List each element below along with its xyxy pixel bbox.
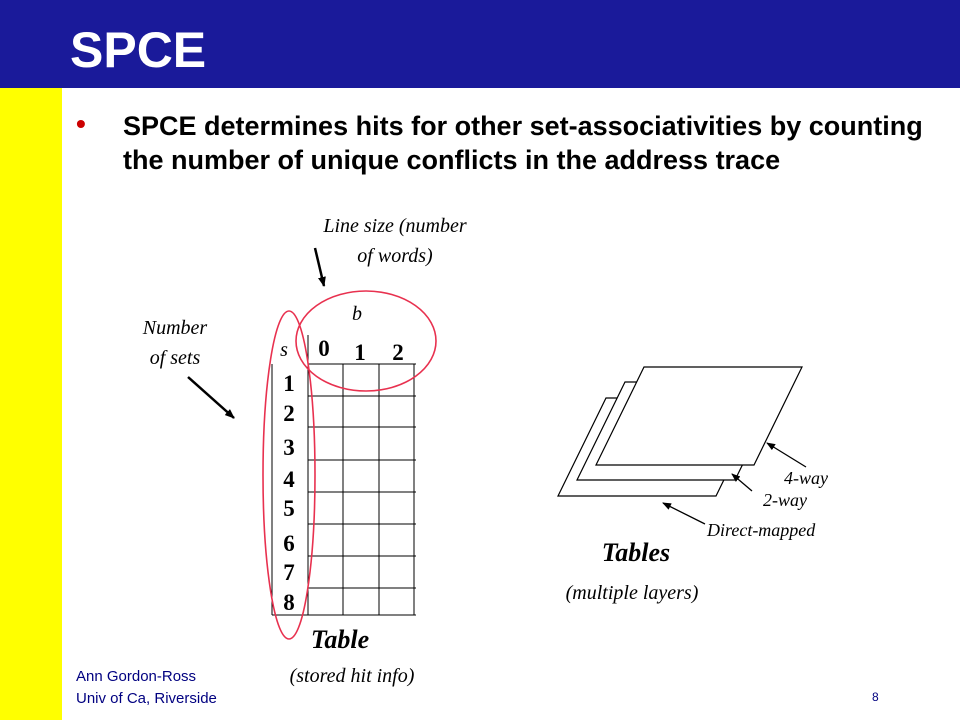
tables-subcaption: (multiple layers) [565, 582, 699, 604]
column-header-2: 2 [392, 340, 404, 365]
row-header-5: 5 [283, 496, 295, 521]
row-header-8: 8 [283, 590, 295, 615]
layer-label-4-way: 4-way [784, 468, 828, 488]
row-header-6: 6 [283, 531, 295, 556]
footer-author [76, 666, 217, 710]
row-header-4: 4 [283, 467, 295, 492]
page-number: 8 [872, 690, 879, 704]
line-size-arrow [315, 248, 324, 286]
sets-arrow [188, 377, 234, 418]
arrow-4-way [767, 443, 806, 467]
sets-label-1: Number [142, 317, 208, 339]
row-header-1: 1 [283, 371, 295, 396]
line-size-label-2: of words) [357, 245, 433, 267]
footer-affiliation: Univ of Ca, Riverside [76, 690, 217, 707]
footer-author-name: Ann Gordon-Ross [76, 668, 197, 685]
bullet-text: SPCE determines hits for other set-associativities by counting the number of unique conflicts in the address trace [123, 111, 923, 175]
table-subcaption: (stored hit info) [289, 665, 415, 687]
bullet-icon: • [76, 108, 86, 139]
arrow-direct-mapped [663, 503, 705, 524]
line-size-label-1: Line size (number [323, 215, 467, 237]
line-size-ellipse [296, 291, 436, 391]
sets-label-2: of sets [149, 347, 201, 369]
table-caption: Table [310, 625, 370, 654]
layer-label-direct-mapped: Direct-mapped [707, 520, 816, 540]
s-label: s [280, 339, 288, 361]
column-header-0: 0 [318, 336, 330, 361]
row-header-2: 2 [283, 401, 295, 426]
layer-label-2-way: 2-way [763, 490, 807, 510]
slide-title: SPCE [70, 22, 207, 78]
stacked-tables [558, 367, 802, 496]
column-header-1: 1 [354, 340, 366, 365]
row-header-3: 3 [283, 435, 295, 460]
row-header-7: 7 [283, 560, 295, 585]
tables-caption: Tables [601, 538, 671, 567]
b-label: b [352, 303, 362, 325]
arrow-2-way [732, 474, 752, 491]
